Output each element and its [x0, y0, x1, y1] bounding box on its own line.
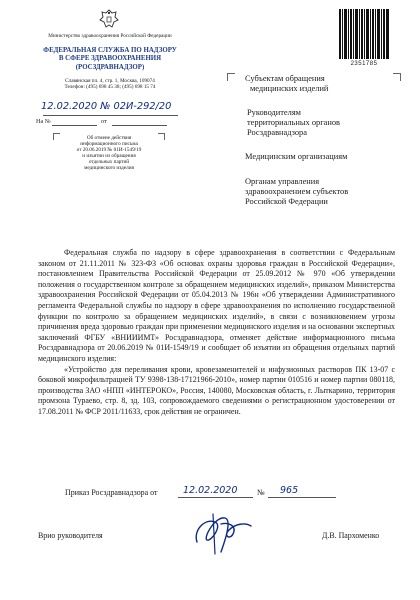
subject-line-4: и изъятии из обращения: [82, 153, 136, 160]
addressee-2-line-1: Руководителям: [247, 108, 301, 117]
barcode-number: 2351785: [350, 61, 378, 67]
ref-number-label: На №: [36, 118, 51, 125]
addressee-2-line-3: Росздравнадзора: [247, 128, 307, 137]
agency-address: [40, 78, 180, 90]
order-number-handwritten: 965: [280, 485, 299, 496]
ref-number-line: [52, 125, 97, 126]
subject-line-3: от 20.06.2019 № 01И-1549/19: [76, 147, 142, 154]
addressee-1: [245, 74, 405, 94]
addressee-bracket-left: [227, 73, 235, 81]
addressee-4-line-3: Российской Федерации: [245, 197, 328, 206]
handwritten-date-number: 12.02.2020 № 02И-292/20: [41, 101, 172, 112]
outgoing-date-number: [43, 103, 178, 117]
barcode-icon: [338, 8, 390, 60]
agency-line-2: В СФЕРЕ ЗДРАВООХРАНЕНИЯ: [58, 55, 162, 63]
addressee-2-line-2: территориальных органов: [247, 118, 340, 127]
agency-name: [30, 47, 190, 72]
subject-block: [55, 135, 163, 172]
order-number-line: [268, 497, 336, 498]
subject-line-5: отдельных партий: [88, 159, 130, 166]
addressee-1-line-2: медицинских изделий: [250, 84, 329, 93]
order-number-label: №: [257, 488, 265, 497]
ref-date-line: [112, 125, 167, 126]
address-line-2: Телефон: (495) 698 45 38; (495) 698 15 74: [64, 84, 156, 91]
signatory-position: Врио руководителя: [38, 531, 103, 540]
date-underline: [43, 115, 178, 116]
addressee-4-line-2: здравоохранением субъектов: [245, 187, 349, 196]
addressee-3: [245, 152, 405, 162]
addressee-4-line-1: Органам управления: [245, 177, 320, 186]
addressee-2: [247, 108, 407, 138]
letter-body: [38, 248, 395, 418]
coat-of-arms-emblem-icon: [98, 8, 120, 30]
subject-line-1: Об отмене действия: [86, 135, 132, 141]
subject-line-6: медицинского изделия: [84, 165, 134, 172]
agency-line-3: (РОСЗДРАВНАДЗОР): [75, 63, 145, 71]
order-line: [65, 485, 345, 502]
ministry-text: Министерство здравоохранения Российской Федерации: [48, 33, 172, 39]
order-date-line: [178, 497, 253, 498]
order-date-handwritten: 12.02.2020: [183, 485, 238, 496]
addressee-1-line-1: Субъектам обращения: [245, 74, 325, 83]
addressee-4: [245, 177, 405, 207]
body-paragraph-1: Федеральная служба по надзору в сфере здравоохранения в соответствии с Федеральным законом от 21.11.2011 № 323-ФЗ «Об основах охраны здоровья граждан в Российской Федерации», постановлением Правительства Российской Федерации от 25.09.2012 № 970 «Об утверждении положения о государственном контроле за обращением медицинских изделий», приказом Министерства здравоохранения Российской Федерации от 05.04.2013 № 196н «Об утверждении Административного регламента Федеральной службы по надзору в сфере здравоохранения по исполнению государственной функции по контролю за обращением медицинских изделий», в связи с возникновением угрозы причинения вреда здоровью граждан при применении медицинского изделия и на основании экспертных заключений ФГБУ «ВНИИИМТ» Росздравнадзора, отменяет действие информационного письма Росздравнадзора от 20.06.2019 № 01И-1549/19 и сообщает об изъятии из обращения отдельных партий медицинского изделия:: [38, 248, 395, 363]
subject-line-2: информационного письма: [80, 141, 138, 148]
agency-line-1: ФЕДЕРАЛЬНАЯ СЛУЖБА ПО НАДЗОРУ: [43, 47, 177, 54]
signatory-name: Д.В. Пархоменко: [322, 531, 380, 540]
address-line-1: Славянская пл. 4, стр. 1, Москва, 109074: [65, 78, 155, 84]
ministry-name: [40, 33, 180, 39]
handwritten-signature: [185, 512, 260, 557]
order-prefix: Приказ Росздравнадзора от: [65, 488, 158, 497]
addressee-3-line-1: Медицинским организациям: [245, 152, 348, 161]
ref-date-label: от: [101, 118, 107, 125]
body-paragraph-2: «Устройство для переливания крови, кровезаменителей и инфузионных растворов ПК 13-07 с боковой микрофильтрацией ТУ 9398-138-17121966-2010», номер партии 010516 и номер партии 080118, производства ЗАО «НПП «ИНТЕРОКО», Россия, 140080, Московская область, г. Лыткарино, территория промзона Тураево, стр. 8, зд. 103, сопровождаемого сведениями о регистрационном удостоверении от 17.08.2011 № ФСР 2011/11633, срок действия не ограничен.: [38, 364, 395, 416]
